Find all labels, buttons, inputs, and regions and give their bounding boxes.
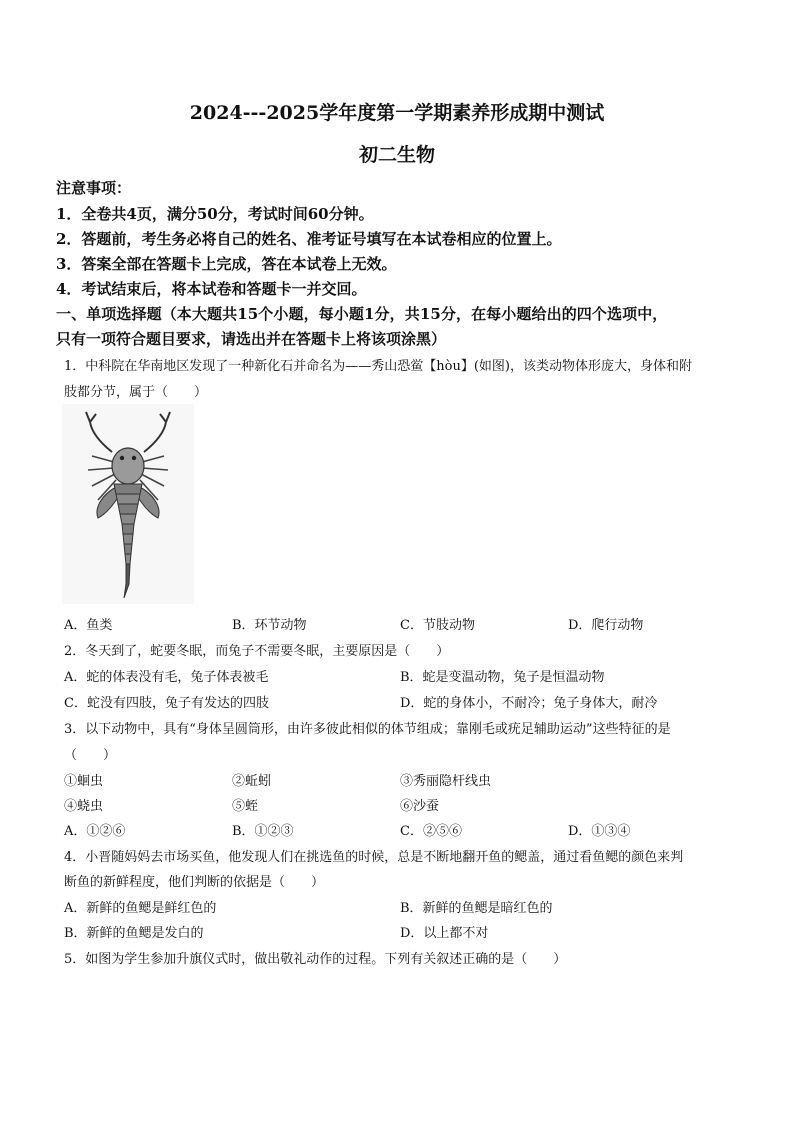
- section-heading-cont: 只有一项符合题目要求，请选出并在答题卡上将该项涂黑）: [56, 330, 447, 348]
- question-1-stem: 1．中科院在华南地区发现了一种新化石并命名为——秀山恐鲎【hòu】(如图)，该类动物体形庞大，身体和附: [64, 359, 692, 374]
- question-3-option-a: A．①②⑥: [64, 824, 126, 839]
- question-3-option-c: C．②⑤⑥: [400, 824, 462, 839]
- note-item: 4．考试结束后，将本试卷和答题卡一并交回。: [56, 280, 367, 298]
- question-5-stem: 5．如图为学生参加升旗仪式时，做出敬礼动作的过程。下列有关叙述正确的是（ ）: [64, 952, 567, 967]
- note-item: 1．全卷共4页，满分50分，考试时间60分钟。: [56, 205, 374, 223]
- question-3-animal: ④蛲虫: [64, 799, 104, 814]
- notes-heading: 注意事项：: [56, 179, 132, 197]
- question-1-option-d: D．爬行动物: [568, 618, 644, 633]
- note-item: 3．答案全部在答题卡上完成，答在本试卷上无效。: [56, 255, 397, 273]
- question-1-option-b: B．环节动物: [232, 618, 307, 633]
- question-2-option-a: A．蛇的体表没有毛，兔子体表被毛: [64, 670, 269, 685]
- question-4-option-b: B．新鲜的鱼鳃是暗红色的: [400, 901, 553, 916]
- question-3-stem-cont: （ ）: [64, 748, 117, 763]
- question-4-option-a: A．新鲜的鱼鳃是鲜红色的: [64, 901, 217, 916]
- question-1-stem-cont: 肢都分节，属于（ ）: [64, 385, 208, 400]
- question-3-stem: 3．以下动物中，具有“身体呈圆筒形，由许多彼此相似的体节组成；靠刚毛或疣足辅助运动”这些特征的是: [64, 722, 671, 737]
- exam-title: 2024---2025学年度第一学期素养形成期中测试: [189, 102, 605, 124]
- question-3-option-d: D．①③④: [568, 824, 631, 839]
- question-4-option-d: D．以上都不对: [400, 926, 489, 941]
- eurypterid-fossil-image: [62, 404, 194, 604]
- question-3-animal: ⑤蛭: [232, 799, 259, 814]
- question-2-option-c: C．蛇没有四肢，兔子有发达的四肢: [64, 696, 269, 711]
- question-3-animal: ②蚯蚓: [232, 774, 272, 789]
- question-3-animal: ①蛔虫: [64, 774, 104, 789]
- section-heading: 一、单项选择题（本大题共15个小题，每小题1分，共15分，在每小题给出的四个选项中，: [56, 305, 668, 323]
- question-1-option-c: C．节肢动物: [400, 618, 475, 633]
- question-2-option-d: D．蛇的身体小，不耐冷；兔子身体大，耐冷: [400, 696, 658, 711]
- question-4-option-c: B．新鲜的鱼鳃是发白的: [64, 926, 204, 941]
- question-4-stem-cont: 断鱼的新鲜程度，他们判断的依据是（ ）: [64, 875, 325, 890]
- subject-title: 初二生物: [358, 144, 435, 166]
- question-1-option-a: A．鱼类: [64, 618, 113, 633]
- question-3-animal: ⑥沙蚕: [400, 799, 440, 814]
- question-2-option-b: B．蛇是变温动物，兔子是恒温动物: [400, 670, 605, 685]
- question-3-option-b: B．①②③: [232, 824, 294, 839]
- question-3-animal: ③秀丽隐杆线虫: [400, 774, 492, 789]
- question-2-stem: 2．冬天到了，蛇要冬眠，而兔子不需要冬眠，主要原因是（ ）: [64, 644, 450, 659]
- note-item: 2．答题前，考生务必将自己的姓名、准考证号填写在本试卷相应的位置上。: [56, 230, 562, 248]
- question-4-stem: 4．小晋随妈妈去市场买鱼，他发现人们在挑选鱼的时候，总是不断地翻开鱼的鳃盖，通过看鱼鳃的颜色来判: [64, 850, 684, 865]
